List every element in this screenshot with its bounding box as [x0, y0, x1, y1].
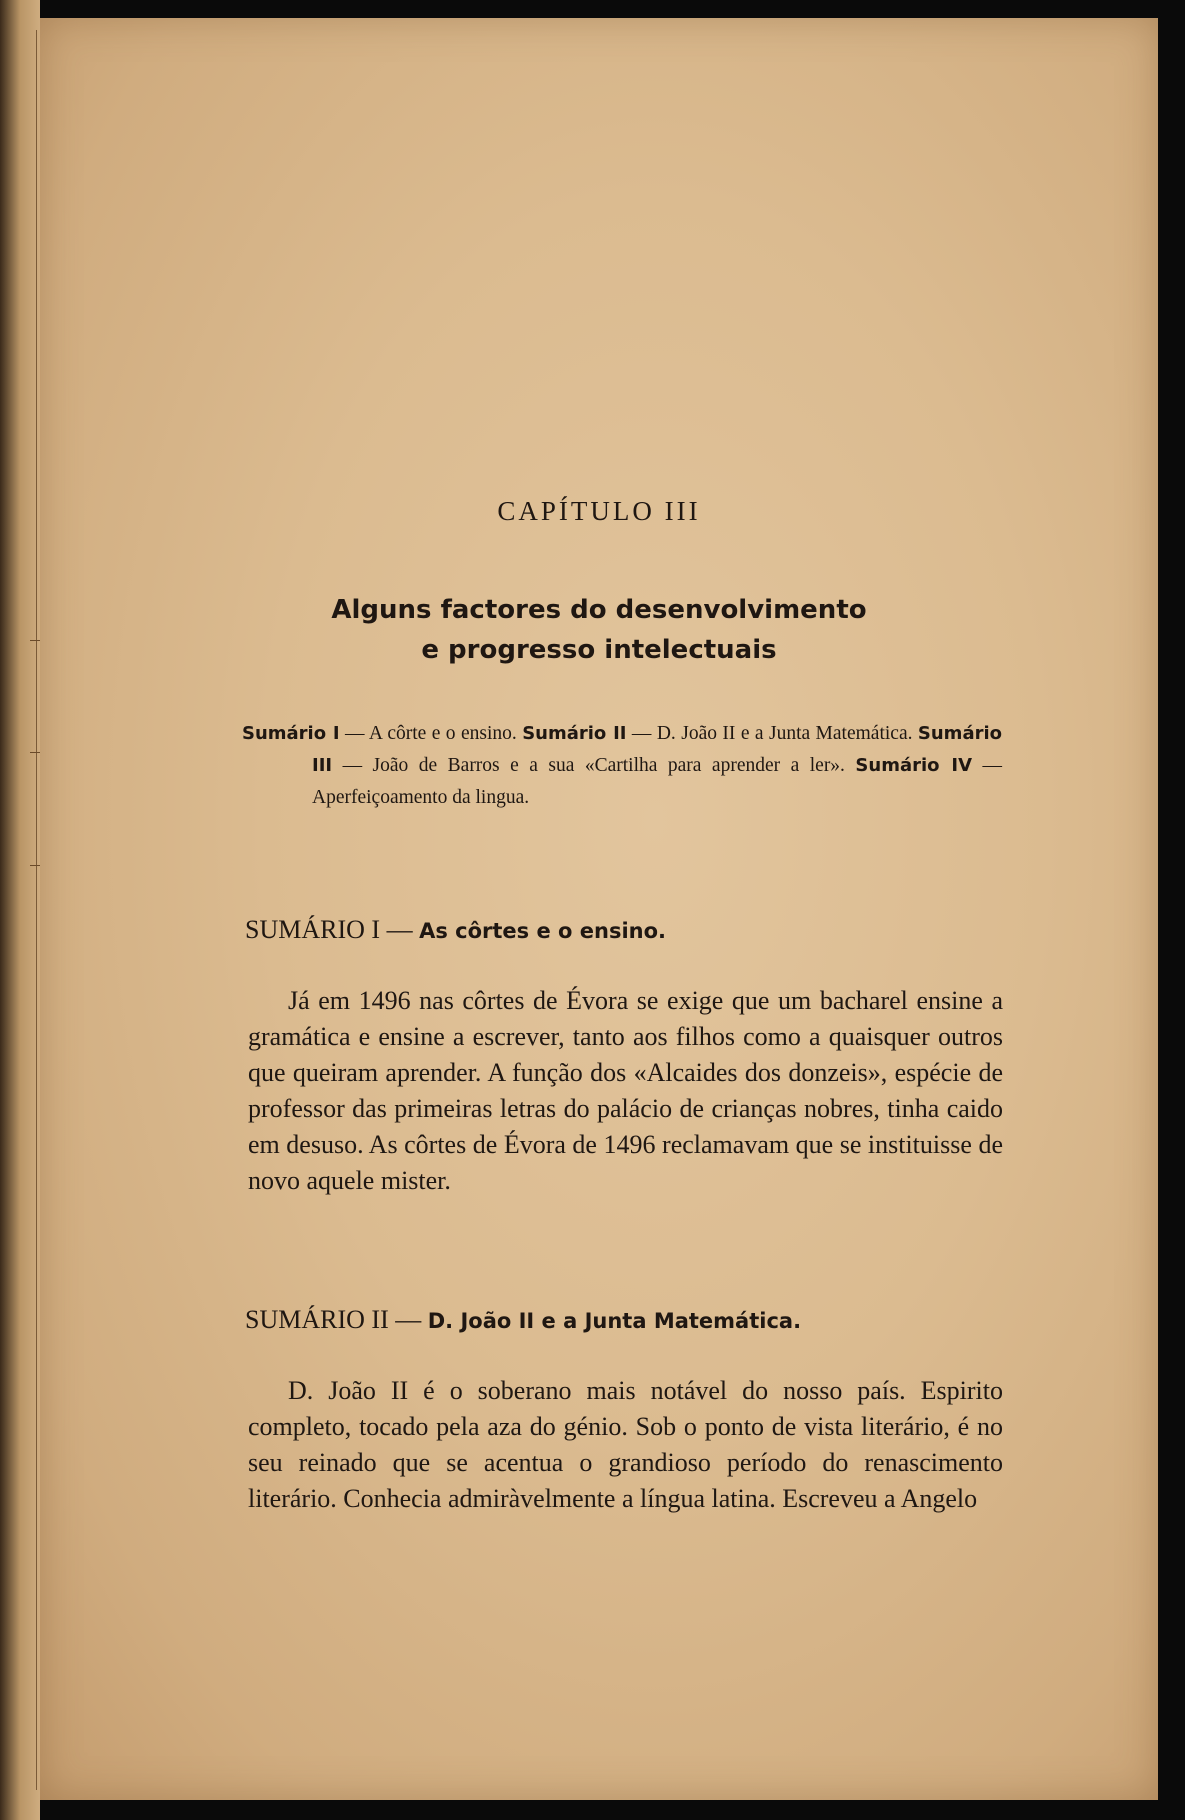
section-2-heading	[245, 1305, 801, 1335]
summary-text-1: — A côrte e o ensino.	[339, 723, 523, 744]
chapter-title-line-1: Alguns factores do desenvolvimento	[331, 595, 867, 625]
summary-text-4: — Aperfeiçoamento da lingua.	[312, 755, 1002, 808]
chapter-summary	[242, 718, 1002, 814]
summary-text-2: — D. João II e a Junta Matemática.	[626, 723, 918, 744]
summary-label-3: Sumário III	[312, 723, 1002, 776]
section-1-heading	[245, 915, 666, 945]
chapter-heading: CAPÍTULO III	[497, 496, 701, 526]
section-2-heading-title: D. João II e a Junta Matemática.	[427, 1309, 802, 1333]
book-gutter	[0, 0, 40, 1820]
summary-label-4: Sumário IV	[855, 755, 973, 776]
summary-label-1: Sumário I	[242, 723, 340, 744]
chapter-title-line-2: e progresso intelectuais	[421, 635, 777, 665]
section-1-paragraph: Já em 1496 nas côrtes de Évora se exige que um bacharel ensine a gramática e ensine a escrever, tanto aos filhos como a quaisquer outros que queiram aprender. A função dos «Alcaides dos donzeis», espécie de professor das primeiras letras do palácio de crianças nobres, tinha caido em desuso. As côrtes de Évora de 1496 reclamavam que se instituisse de novo aquele mister.	[248, 986, 1003, 1195]
chapter-title	[40, 590, 1158, 670]
gutter-line	[36, 30, 37, 1790]
summary-text-3: — João de Barros e a sua «Cartilha para aprender a ler».	[332, 755, 856, 776]
summary-label-2: Sumário II	[522, 723, 627, 744]
page-content	[40, 18, 1158, 1800]
book-page	[40, 18, 1158, 1800]
section-1-heading-prefix: SUMÁRIO I —	[245, 915, 420, 944]
section-1-heading-title: As côrtes e o ensino.	[419, 919, 667, 943]
section-2-paragraph: D. João II é o soberano mais notável do nosso país. Espirito completo, tocado pela aza do génio. Sob o ponto de vista literário, é no seu reinado que se acentua o grandioso período do renascimento literário. Conhecia admiràvelmente a língua latina. Escreveu a Angelo	[248, 1376, 1003, 1513]
section-2-heading-prefix: SUMÁRIO II —	[245, 1305, 428, 1334]
